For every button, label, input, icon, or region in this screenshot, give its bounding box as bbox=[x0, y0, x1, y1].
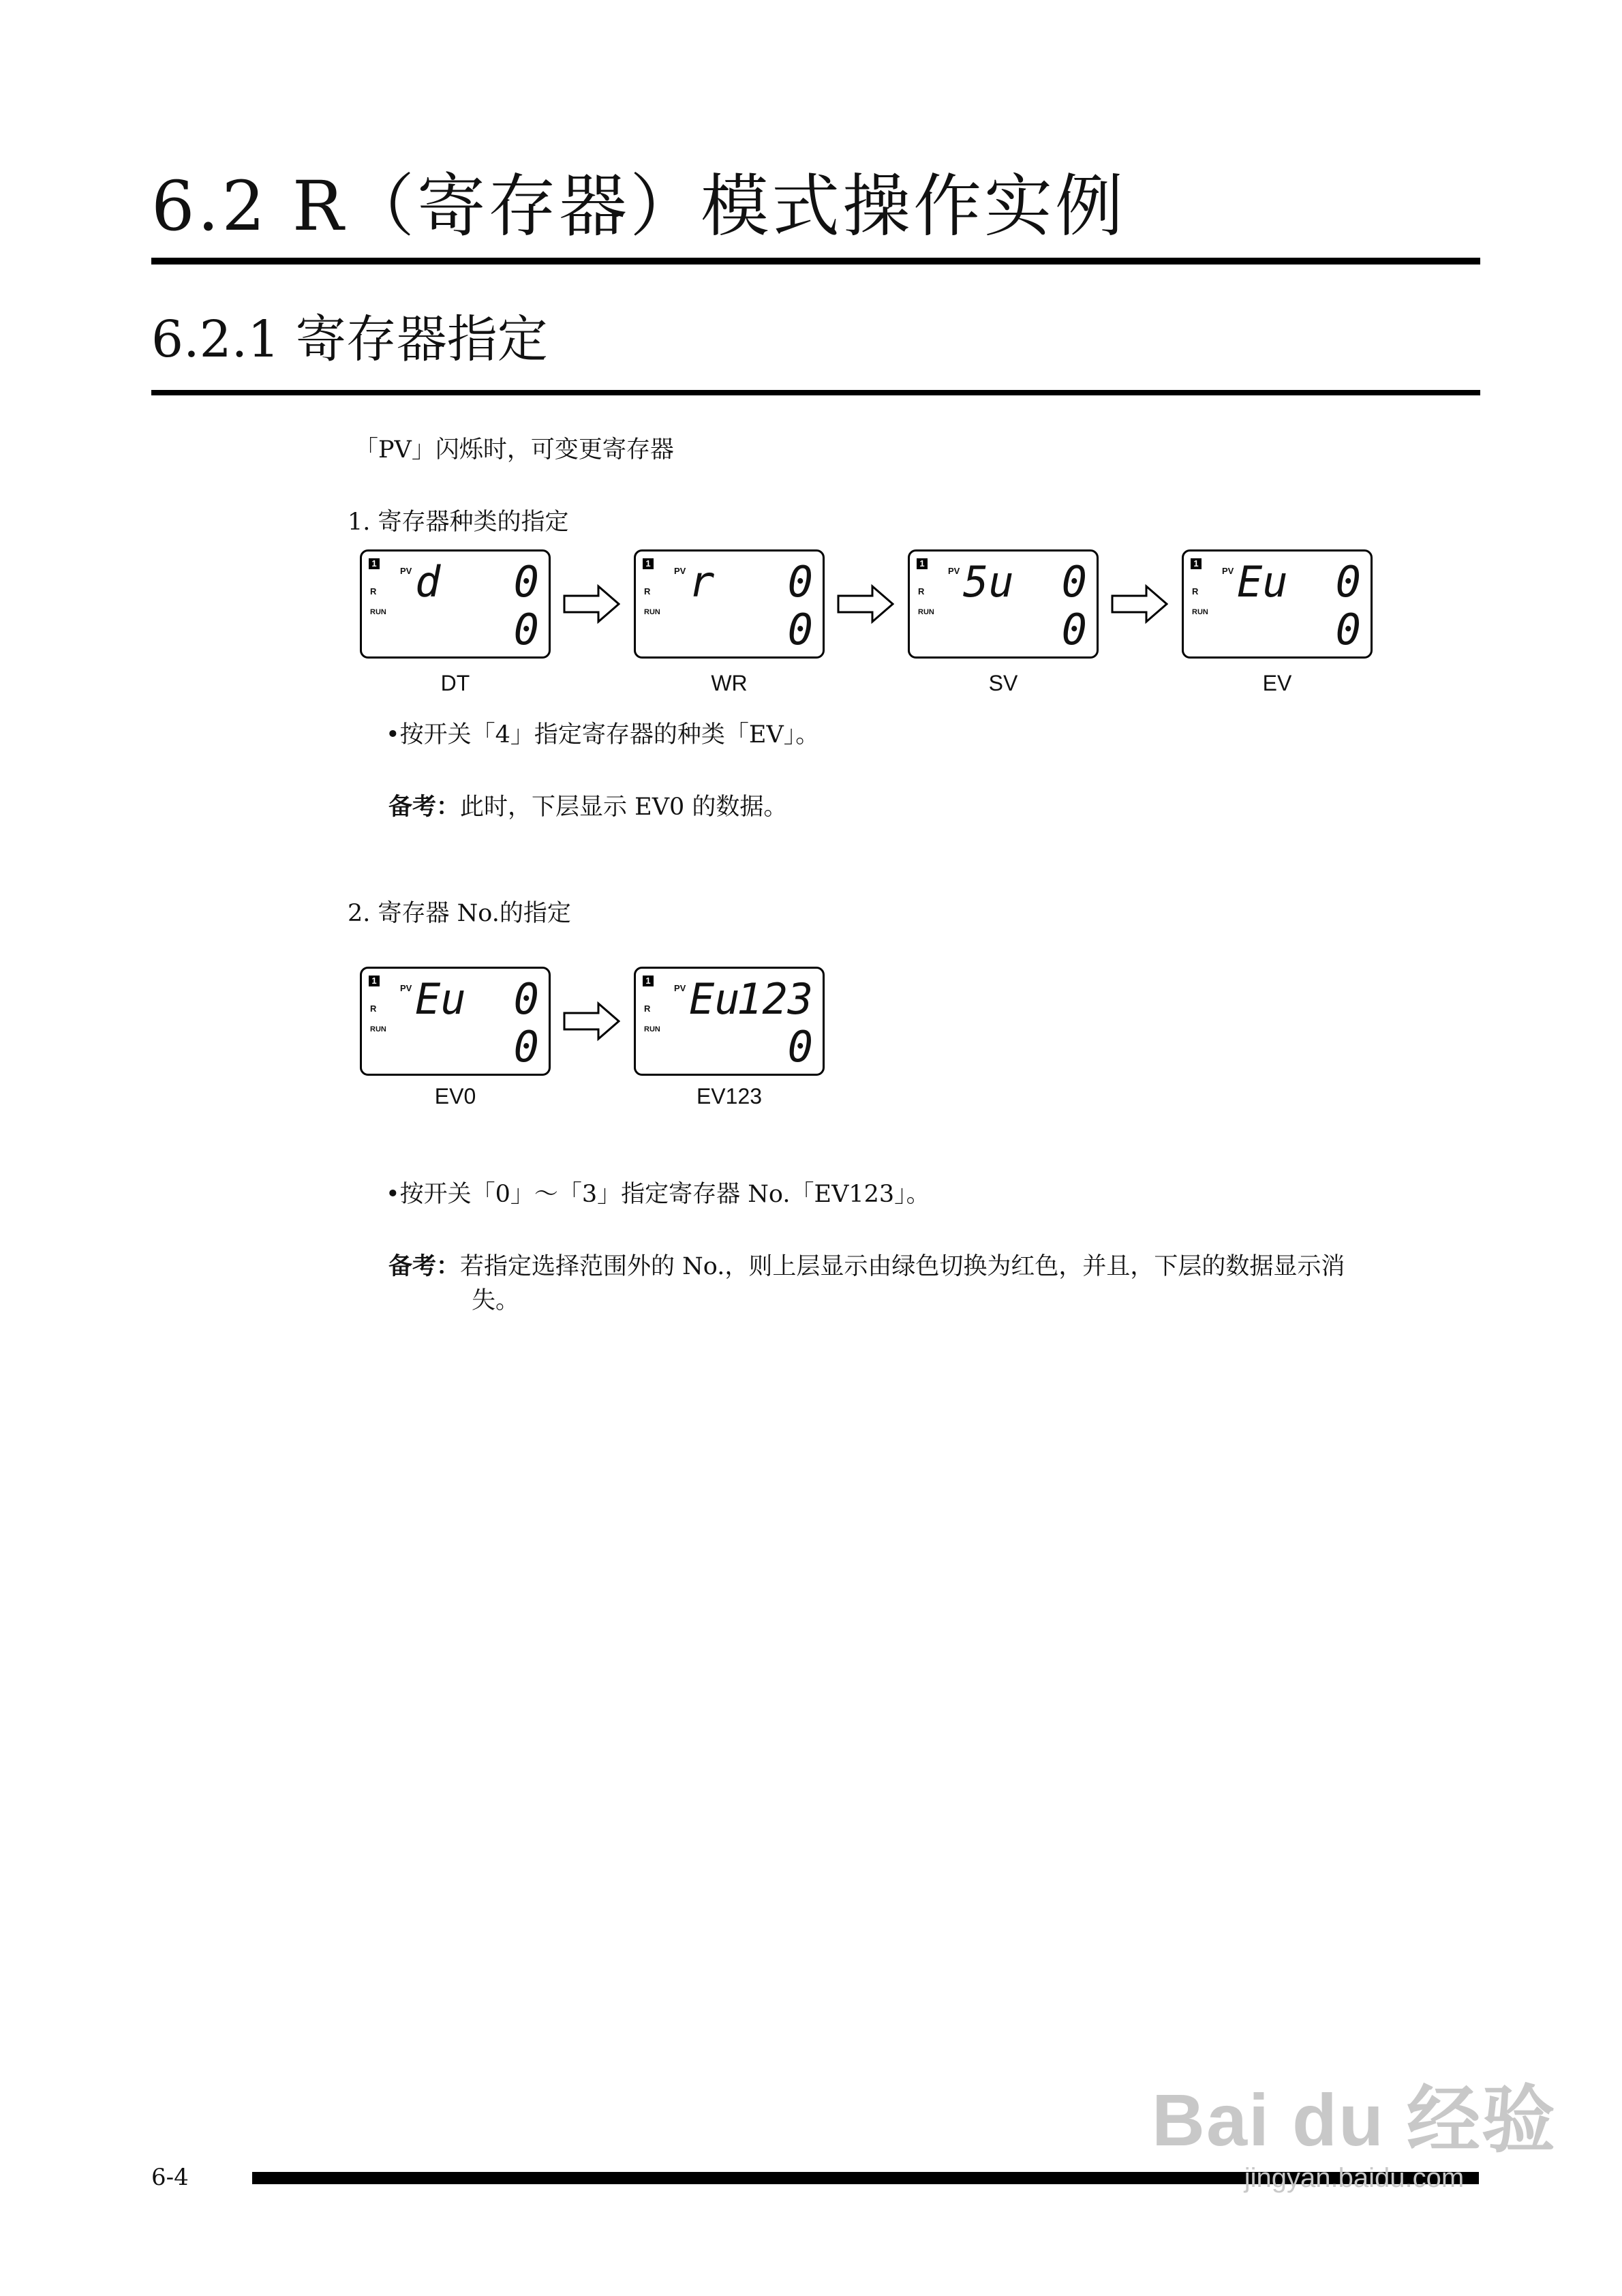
channel-indicator: 1 bbox=[369, 976, 380, 986]
run-indicator: RUN bbox=[1192, 608, 1208, 616]
lcd-lower-value: 0 bbox=[787, 1022, 813, 1072]
step2-heading: 2. 寄存器 No.的指定 bbox=[348, 900, 571, 927]
lcd-display-wr bbox=[634, 549, 825, 659]
channel-indicator: 1 bbox=[917, 558, 928, 569]
watermark-brand: Bai du 经验 bbox=[1151, 2079, 1557, 2161]
step1-heading: 1. 寄存器种类的指定 bbox=[348, 509, 569, 536]
lcd-upper-text: d bbox=[415, 557, 441, 607]
subsection-title-rule bbox=[151, 390, 1480, 395]
lcd-display-dt bbox=[360, 549, 551, 659]
r-indicator: R bbox=[644, 1003, 651, 1014]
run-indicator: RUN bbox=[370, 608, 386, 616]
r-indicator: R bbox=[644, 586, 651, 596]
lcd-display-sv bbox=[908, 549, 1099, 659]
arrow-right-icon bbox=[1111, 584, 1168, 624]
lcd-lower-value: 0 bbox=[513, 605, 539, 654]
step1-bullet: •按开关「4」指定寄存器的种类「EV」。 bbox=[386, 721, 820, 749]
lcd-upper-value: 123 bbox=[737, 974, 813, 1024]
lcd-upper-text: 5u bbox=[963, 557, 1014, 607]
step2-note bbox=[388, 1250, 1345, 1283]
pv-indicator: PV bbox=[674, 566, 686, 576]
page-number: 6-4 bbox=[151, 2164, 189, 2191]
pv-indicator: PV bbox=[948, 566, 960, 576]
lcd-upper-value: 0 bbox=[1335, 557, 1361, 607]
lcd-upper-text: Eu bbox=[689, 974, 740, 1024]
pv-indicator: PV bbox=[400, 983, 412, 993]
watermark-url: jingyan.baidu.com bbox=[1244, 2163, 1465, 2193]
arrow-right-icon bbox=[563, 1001, 620, 1042]
lcd-lower-value: 0 bbox=[787, 605, 813, 654]
lcd-lower-value: 0 bbox=[1335, 605, 1361, 654]
subsection-title: 6.2.1 寄存器指定 bbox=[151, 310, 548, 369]
watermark bbox=[1152, 2079, 1557, 2195]
lcd-lower-value: 0 bbox=[513, 1022, 539, 1072]
run-indicator: RUN bbox=[918, 608, 934, 616]
note-label: 备考： bbox=[388, 793, 461, 821]
step1-note bbox=[388, 791, 787, 824]
note-text-line1: 若指定选择范围外的 No.，则上层显示由绿色切换为红色，并且，下层的数据显示消 bbox=[460, 1253, 1345, 1280]
lcd-upper-value: 0 bbox=[513, 974, 539, 1024]
lcd-caption-ev0: EV0 bbox=[434, 1084, 476, 1108]
intro-text: 「PV」闪烁时，可变更寄存器 bbox=[354, 436, 674, 464]
step2-bullet: •按开关「0」～「3」指定寄存器 No.「EV123」。 bbox=[386, 1181, 930, 1208]
channel-indicator: 1 bbox=[643, 976, 654, 986]
lcd-display-ev bbox=[1182, 549, 1373, 659]
channel-indicator: 1 bbox=[1191, 558, 1202, 569]
lcd-caption-ev123: EV123 bbox=[696, 1084, 763, 1108]
lcd-caption-dt: DT bbox=[440, 671, 470, 695]
note-label: 备考： bbox=[388, 1252, 461, 1280]
lcd-upper-value: 0 bbox=[513, 557, 539, 607]
run-indicator: RUN bbox=[370, 1025, 386, 1033]
pv-indicator: PV bbox=[1222, 566, 1234, 576]
arrow-right-icon bbox=[563, 584, 620, 624]
r-indicator: R bbox=[1192, 586, 1199, 596]
lcd-caption-wr: WR bbox=[711, 671, 748, 695]
channel-indicator: 1 bbox=[369, 558, 380, 569]
lcd-upper-value: 0 bbox=[787, 557, 813, 607]
pv-indicator: PV bbox=[674, 983, 686, 993]
lcd-caption-ev: EV bbox=[1262, 671, 1292, 695]
lcd-caption-sv: SV bbox=[988, 671, 1018, 695]
run-indicator: RUN bbox=[644, 608, 660, 616]
r-indicator: R bbox=[370, 586, 377, 596]
run-indicator: RUN bbox=[644, 1025, 660, 1033]
r-indicator: R bbox=[370, 1003, 377, 1014]
lcd-upper-text: Eu bbox=[1237, 557, 1288, 607]
lcd-upper-text: r bbox=[689, 557, 715, 607]
lcd-lower-value: 0 bbox=[1061, 605, 1087, 654]
arrow-right-icon bbox=[837, 584, 894, 624]
pv-indicator: PV bbox=[400, 566, 412, 576]
lcd-upper-value: 0 bbox=[1061, 557, 1087, 607]
note-text: 此时，下层显示 EV0 的数据。 bbox=[460, 794, 788, 821]
r-indicator: R bbox=[918, 586, 925, 596]
step2-note-line2: 失。 bbox=[472, 1287, 520, 1314]
lcd-display-ev0 bbox=[360, 967, 551, 1076]
lcd-upper-text: Eu bbox=[415, 974, 466, 1024]
section-title-rule bbox=[151, 258, 1480, 265]
lcd-display-ev123 bbox=[634, 967, 825, 1076]
section-title: 6.2 R（寄存器）模式操作实例 bbox=[151, 166, 1127, 246]
channel-indicator: 1 bbox=[643, 558, 654, 569]
